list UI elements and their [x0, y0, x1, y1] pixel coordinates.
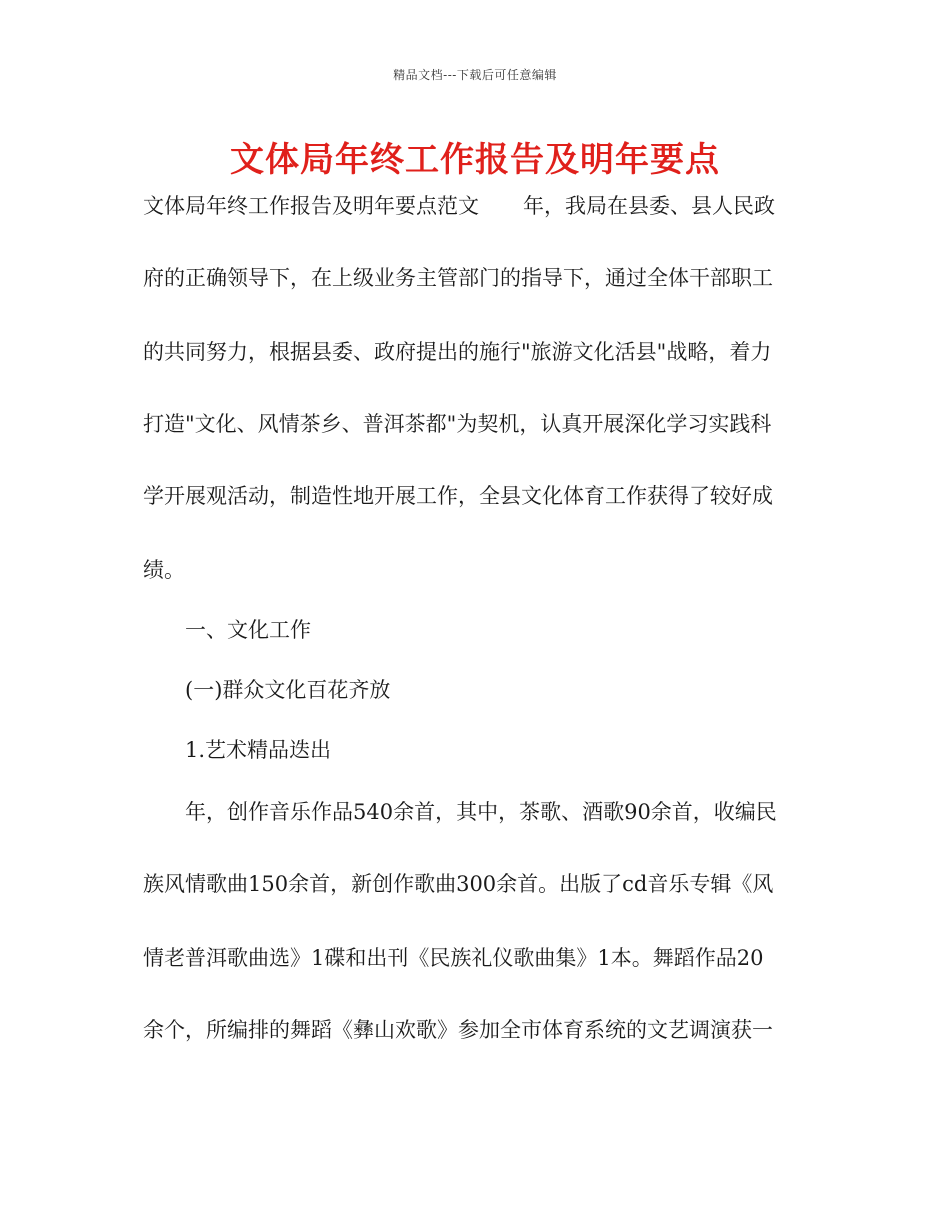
paragraph-line: 年，创作音乐作品540余首，其中，茶歌、酒歌90余首，收编民: [185, 800, 777, 824]
paragraph-line: 情老普洱歌曲选》1碟和出刊《民族礼仪歌曲集》1本。舞蹈作品20: [143, 946, 764, 970]
paragraph-line: 余个，所编排的舞蹈《彝山欢歌》参加全市体育系统的文艺调演获一: [143, 1018, 773, 1042]
header-note: 精品文档---下载后可任意编辑: [393, 68, 557, 82]
paragraph-line: 的共同努力，根据县委、政府提出的施行"旅游文化活县"战略，着力: [143, 340, 772, 364]
paragraph-line: [143, 192, 811, 220]
paragraph-line: 打造"文化、风情茶乡、普洱茶都"为契机，认真开展深化学习实践科: [143, 412, 772, 436]
paragraph-line: 绩。: [143, 558, 185, 582]
subsection-heading: (一)群众文化百花齐放: [185, 678, 391, 702]
paragraph-line: 府的正确领导下，在上级业务主管部门的指导下，通过全体干部职工: [143, 266, 773, 290]
intro-text: 文体局年终工作报告及明年要点范文: [143, 194, 479, 218]
item-heading: 1.艺术精品迭出: [185, 738, 332, 762]
intro-text-continued: 年，我局在县委、县人民政: [523, 194, 775, 218]
section-heading: 一、文化工作: [185, 618, 311, 642]
paragraph-line: 学开展观活动，制造性地开展工作，全县文化体育工作获得了较好成: [143, 484, 773, 508]
document-title: 文体局年终工作报告及明年要点: [230, 140, 720, 180]
paragraph-line: 族风情歌曲150余首，新创作歌曲300余首。出版了cd音乐专辑《风: [143, 872, 774, 896]
